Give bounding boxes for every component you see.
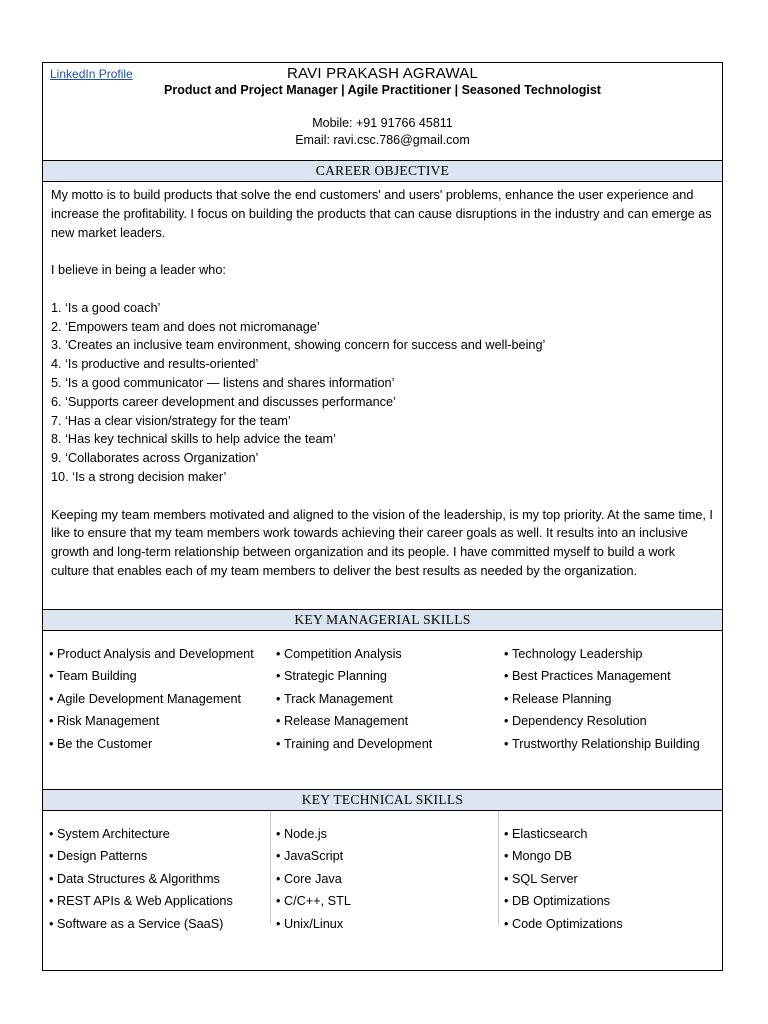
resume-page [42, 62, 723, 971]
linkedin-profile-link[interactable]: LinkedIn Profile [50, 67, 133, 81]
resume-header [43, 63, 722, 161]
technical-skills-column [276, 823, 504, 935]
trait-item: 8. ‘Has key technical skills to help advice the team’ [51, 432, 336, 447]
technical-skills-column [504, 823, 714, 935]
technical-skills-column [49, 823, 276, 935]
skill-item: • Core Java [276, 868, 504, 890]
trait-item: 6. ‘Supports career development and discusses performance’ [51, 394, 396, 409]
trait-item: 4. ‘Is productive and results-oriented’ [51, 357, 259, 372]
skill-item: • Release Management [276, 710, 504, 732]
skill-item: • Design Patterns [49, 845, 276, 867]
skill-item: • Code Optimizations [504, 913, 714, 935]
technical-skills-section [43, 811, 722, 935]
skill-item: • Data Structures & Algorithms [49, 868, 276, 890]
skill-item: • JavaScript [276, 845, 504, 867]
career-objective-section [43, 182, 722, 609]
managerial-skills-column [49, 643, 276, 755]
skill-item: • Agile Development Management [49, 688, 276, 710]
skill-item: • Unix/Linux [276, 913, 504, 935]
skill-item: • Track Management [276, 688, 504, 710]
leader-intro: I believe in being a leader who: [51, 263, 226, 278]
objective-closing: Keeping my team members motivated and aligned to the vision of the leadership, is my top priority. At the same time, I like to ensure that my team members work towards achieving their career goals as well. It results into an inclusive growth and long-term relationship between organization and its people. I have committed myself to build a work culture that enables each of my team members to deliver the best results as needed by the organization. [51, 507, 713, 578]
trait-item: 5. ‘Is a good communicator — listens and shares information’ [51, 375, 395, 390]
managerial-skills-section [43, 631, 722, 789]
skill-item: • Release Planning [504, 688, 714, 710]
career-objective-heading: CAREER OBJECTIVE [43, 161, 722, 182]
skill-item: • REST APIs & Web Applications [49, 890, 276, 912]
skill-item: • Strategic Planning [276, 665, 504, 687]
skill-item: • Elasticsearch [504, 823, 714, 845]
skill-item: • Mongo DB [504, 845, 714, 867]
skill-item: • SQL Server [504, 868, 714, 890]
skill-item: • Be the Customer [49, 733, 276, 755]
trait-item: 1. ‘Is a good coach’ [51, 300, 161, 315]
technical-skills-heading: KEY TECHNICAL SKILLS [43, 789, 722, 811]
skill-item: • Best Practices Management [504, 665, 714, 687]
skill-item: • Dependency Resolution [504, 710, 714, 732]
skill-item: • Software as a Service (SaaS) [49, 913, 276, 935]
skill-item: • Trustworthy Relationship Building [504, 733, 714, 755]
trait-item: 9. ‘Collaborates across Organization’ [51, 451, 259, 466]
skill-item: • DB Optimizations [504, 890, 714, 912]
candidate-name: RAVI PRAKASH AGRAWAL [287, 65, 478, 82]
candidate-tagline: Product and Project Manager | Agile Practitioner | Seasoned Technologist [164, 83, 601, 97]
managerial-skills-column [504, 643, 714, 755]
skill-item: • Training and Development [276, 733, 504, 755]
trait-item: 10. ‘Is a strong decision maker’ [51, 469, 227, 484]
email-address: Email: ravi.csc.786@gmail.com [295, 133, 470, 147]
skill-item: • Node.js [276, 823, 504, 845]
skill-item: • Team Building [49, 665, 276, 687]
skill-item: • Technology Leadership [504, 643, 714, 665]
managerial-skills-column [276, 643, 504, 755]
skill-item: • C/C++, STL [276, 890, 504, 912]
skill-item: • Competition Analysis [276, 643, 504, 665]
skill-item: • Risk Management [49, 710, 276, 732]
trait-item: 2. ‘Empowers team and does not micromanage’ [51, 319, 320, 334]
skill-item: • System Architecture [49, 823, 276, 845]
objective-intro: My motto is to build products that solve the end customers' and users' problems, enhance the user experience and increase the profitability. I focus on building the products that can cause disruptions in the industry and can emerge as new market leaders. [51, 188, 712, 240]
trait-item: 3. ‘Creates an inclusive team environment, showing concern for success and well-being’ [51, 338, 546, 353]
mobile-number: Mobile: +91 91766 45811 [312, 116, 453, 130]
managerial-skills-heading: KEY MANAGERIAL SKILLS [43, 609, 722, 631]
skill-item: • Product Analysis and Development [49, 643, 276, 665]
trait-item: 7. ‘Has a clear vision/strategy for the team’ [51, 413, 291, 428]
